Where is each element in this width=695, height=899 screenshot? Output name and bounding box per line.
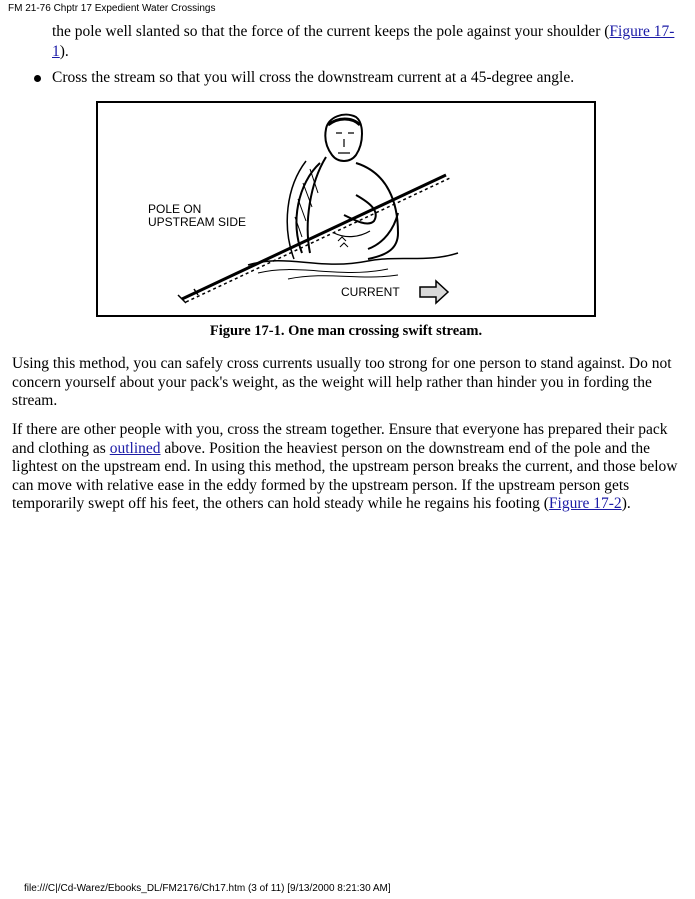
intro-text: the pole well slanted so that the force of the current keeps the pole against your shoulder ( (52, 23, 610, 40)
current-label: CURRENT (341, 285, 400, 299)
pole-label-line1: POLE ON (148, 202, 202, 216)
figure-caption: Figure 17-1. One man crossing swift stream. (209, 323, 483, 339)
intro-paragraph (52, 22, 682, 62)
paragraph-1: Using this method, you can safely cross currents usually too strong for one person to stand against. Do not concern yourself about your pack's weight, as the weight will help rather than hinder you in fording the stream. (12, 355, 672, 409)
figure-17-1-link[interactable]: Figure 17-1 (52, 23, 675, 60)
figure-17-2-link[interactable]: Figure 17-2 (548, 495, 622, 512)
bullet-text: Cross the stream so that you will cross the downstream current at a 45-degree angle. (52, 69, 575, 86)
para2-text-after: ). (621, 495, 631, 512)
figure-17-1 (96, 101, 596, 317)
intro-after: ). (59, 43, 69, 60)
outlined-link[interactable]: outlined (109, 439, 161, 457)
bullet-icon (34, 75, 41, 82)
paragraph-2 (12, 421, 684, 514)
para2-text-before: If there are other people with you, cross the stream together. Ensure that everyone has prepared their pack and clothing as (12, 421, 668, 457)
para2-text-middle: above. Position the heaviest person on the downstream end of the pole and the lightest on the upstream end. In using this method, the upstream person breaks the current, and those below can move with relative ease in the eddy formed by the upstream person. If the upstream person gets temporarily swept off his feet, the others can hold steady while he regains his footing ( (12, 439, 678, 512)
pole-label-line2: UPSTREAM SIDE (148, 215, 247, 229)
page-footer: file:///C|/Cd-Warez/Ebooks_DL/FM2176/Ch17.htm (3 of 11) [9/13/2000 8:21:30 AM] (24, 883, 391, 894)
pole-label (148, 203, 246, 229)
page-header: FM 21-76 Chptr 17 Expedient Water Crossings (8, 3, 216, 14)
